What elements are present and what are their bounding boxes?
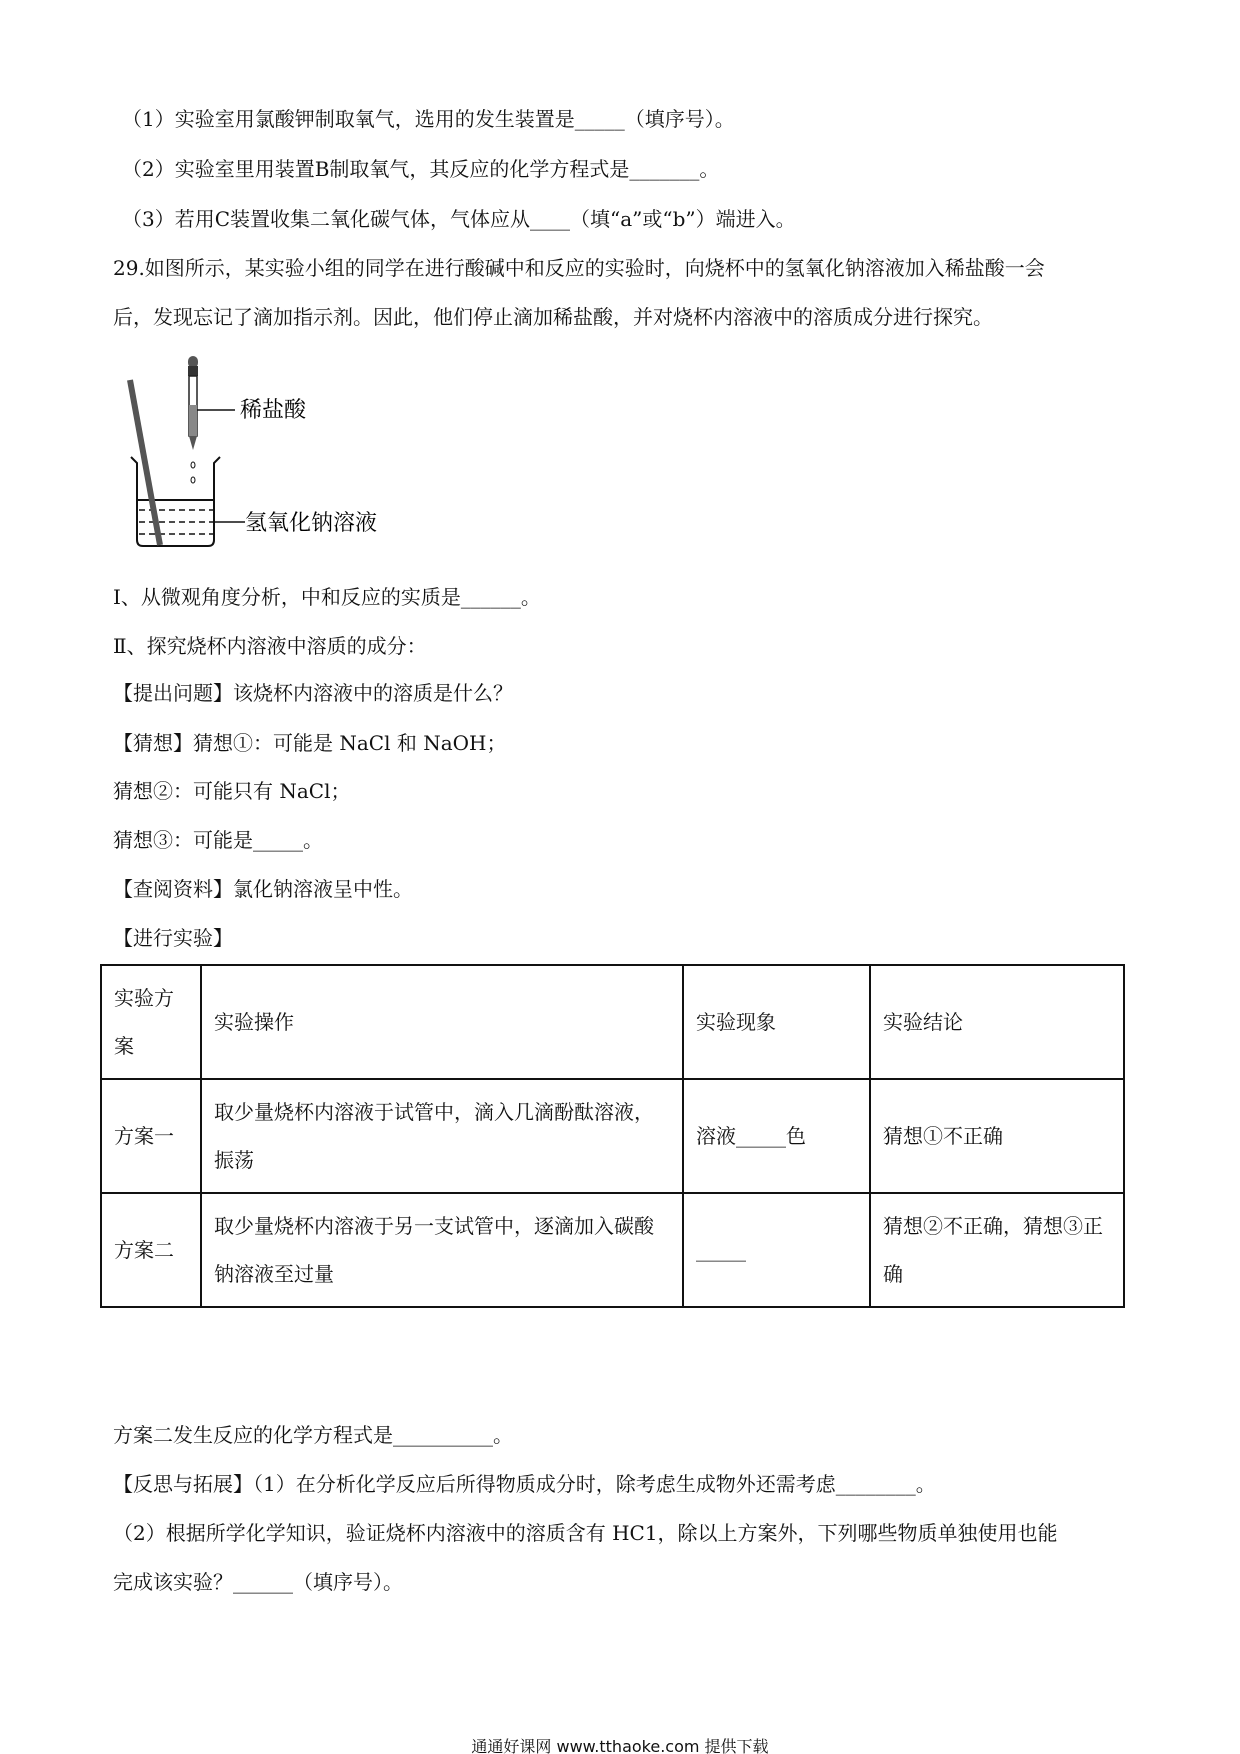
table-cell: 猜想②不正确，猜想③正确	[870, 1193, 1124, 1307]
question-1: （1）实验室用氯酸钾制取氧气，选用的发生装置是_____（填序号）。	[122, 107, 735, 131]
question-29-line1: 29.如图所示，某实验小组的同学在进行酸碱中和反应的实验时，向烧杯中的氢氧化钠溶液加入稀盐酸一会	[113, 256, 1045, 280]
reference: 【查阅资料】氯化钠溶液呈中性。	[113, 877, 413, 901]
reflection-1: 【反思与拓展】（1）在分析化学反应后所得物质成分时，除考虑生成物外还需考虑________。	[113, 1472, 936, 1496]
experiment-heading: 【进行实验】	[113, 926, 233, 950]
question-29-line2: 后，发现忘记了滴加指示剂。因此，他们停止滴加稀盐酸，并对烧杯内溶液中的溶质成分进行探究。	[113, 305, 993, 329]
table-cell: 取少量烧杯内溶液于另一支试管中，逐滴加入碳酸钠溶液至过量	[201, 1193, 683, 1307]
reflection-2-line2: 完成该实验？______（填序号）。	[113, 1570, 403, 1594]
table-cell: _____	[683, 1193, 870, 1307]
header-cell: 实验现象	[683, 965, 870, 1079]
label-base: 氢氧化钠溶液	[245, 511, 378, 536]
table-cell: 取少量烧杯内溶液于试管中，滴入几滴酚酞溶液，振荡	[201, 1079, 683, 1193]
guess-1: 【猜想】猜想①：可能是 NaCl 和 NaOH；	[113, 731, 507, 755]
experiment-table	[100, 964, 1125, 1308]
guess-2: 猜想②：可能只有 NaCl；	[113, 779, 351, 803]
part-ii: Ⅱ、探究烧杯内溶液中溶质的成分：	[113, 634, 427, 658]
part-i: Ⅰ、从微观角度分析，中和反应的实质是______。	[113, 585, 541, 609]
ask-question: 【提出问题】该烧杯内溶液中的溶质是什么？	[113, 681, 513, 705]
table-cell: 猜想①不正确	[870, 1079, 1124, 1193]
table-cell: 方案二	[101, 1193, 201, 1307]
beaker-figure	[125, 350, 405, 560]
header-cell: 实验操作	[201, 965, 683, 1079]
page-footer: 通通好课网 www.tthaoke.com 提供下载	[471, 1737, 769, 1754]
question-2: （2）实验室里用装置B制取氧气，其反应的化学方程式是_______。	[122, 157, 720, 181]
table-row	[101, 1193, 1124, 1307]
reflection-2-line1: （2）根据所学化学知识，验证烧杯内溶液中的溶质含有 HC1，除以上方案外，下列哪些物质单独使用也能	[113, 1521, 1058, 1545]
question-3: （3）若用C装置收集二氧化碳气体，气体应从____（填“a”或“b”）端进入。	[122, 207, 796, 231]
table-header-row	[101, 965, 1124, 1079]
table-cell: 方案一	[101, 1079, 201, 1193]
guess-3: 猜想③：可能是_____。	[113, 828, 323, 852]
equation-question: 方案二发生反应的化学方程式是__________。	[113, 1423, 513, 1447]
table-row	[101, 1079, 1124, 1193]
header-cell: 实验方案	[101, 965, 201, 1079]
header-cell: 实验结论	[870, 965, 1124, 1079]
label-acid: 稀盐酸	[240, 398, 307, 423]
table-cell: 溶液_____色	[683, 1079, 870, 1193]
